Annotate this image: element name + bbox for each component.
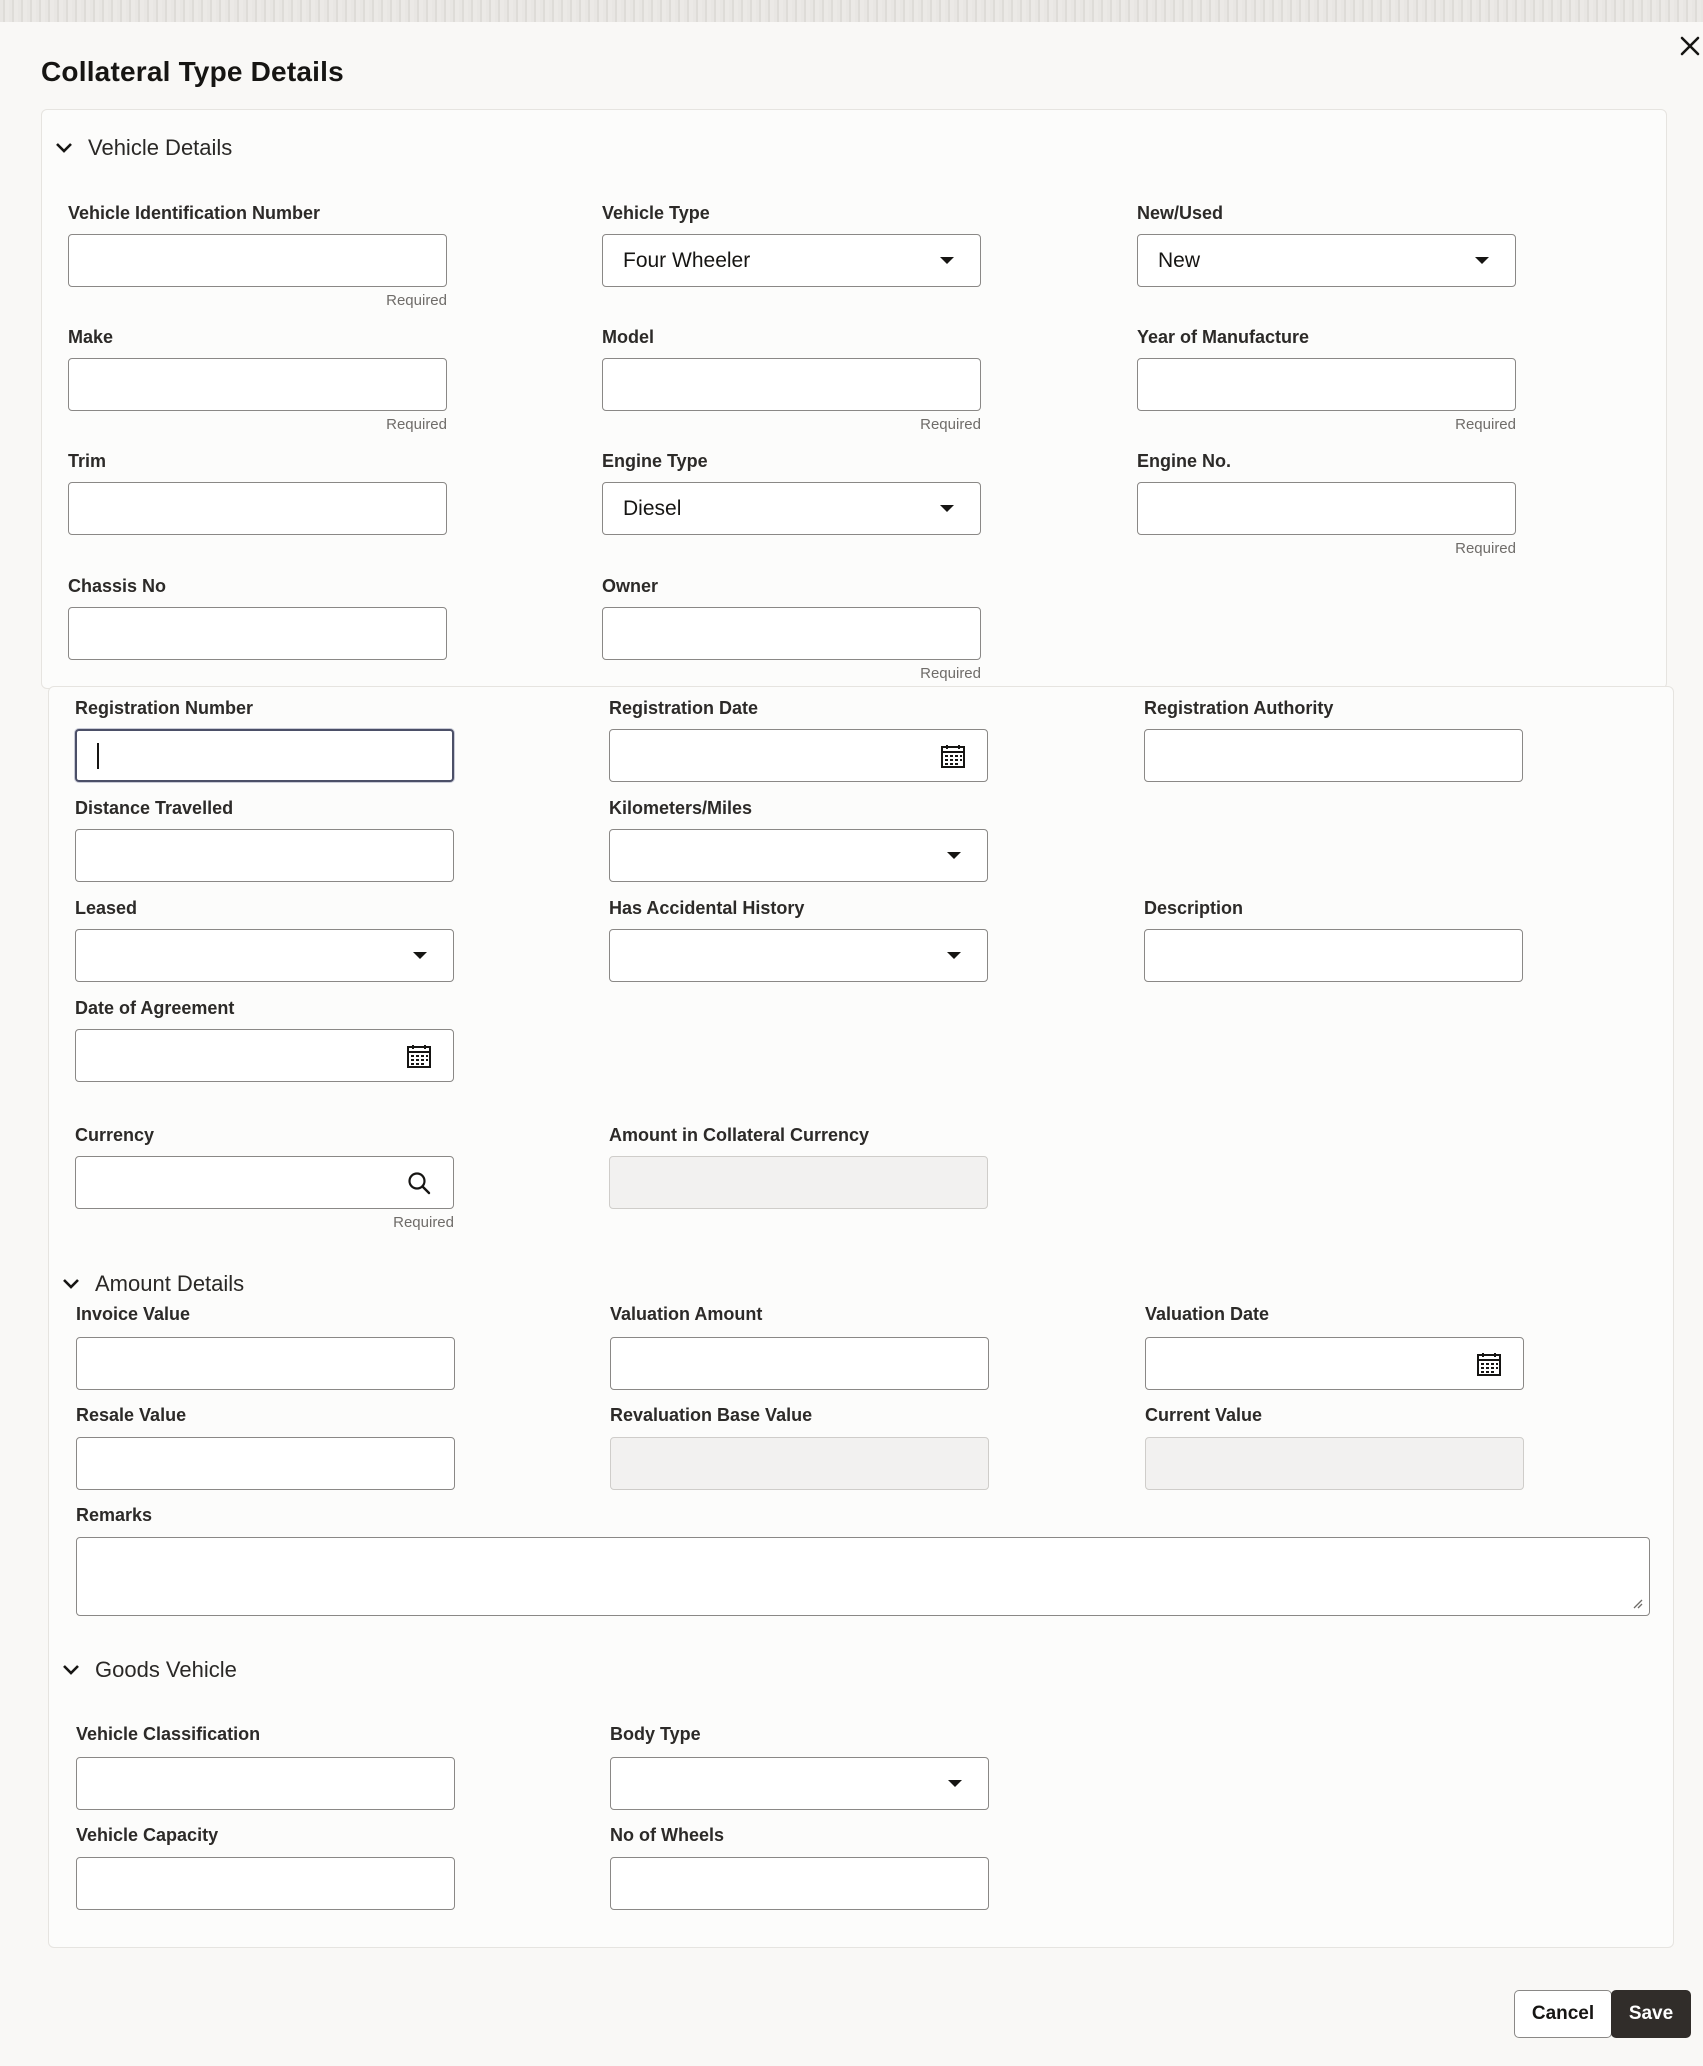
remarks-textarea[interactable]: [76, 1537, 1650, 1616]
vin-input[interactable]: [68, 234, 447, 287]
year-input[interactable]: [1137, 358, 1516, 411]
section-vehicle-details[interactable]: [54, 135, 232, 161]
engine-no-input[interactable]: [1137, 482, 1516, 535]
accident-label: Has Accidental History: [609, 898, 805, 918]
engine-type-label: Engine Type: [602, 451, 708, 471]
engine-type-select[interactable]: [602, 482, 981, 535]
reg-number-label: Registration Number: [75, 698, 254, 718]
search-icon[interactable]: [405, 1169, 433, 1197]
body-type-select[interactable]: [610, 1757, 989, 1810]
vehicle-capacity-label: Vehicle Capacity: [76, 1825, 219, 1845]
dropdown-caret-icon: [947, 952, 961, 959]
chassis-no-label: Chassis No: [68, 576, 167, 596]
trim-label: Trim: [68, 451, 107, 471]
dropdown-caret-icon: [948, 1780, 962, 1787]
section-amount-details[interactable]: [61, 1271, 244, 1297]
calendar-icon[interactable]: [1475, 1350, 1503, 1378]
leased-label: Leased: [75, 898, 138, 918]
text-cursor: [97, 743, 99, 769]
dialog-title: Collateral Type Details: [41, 56, 344, 87]
chevron-down-icon: [61, 1274, 81, 1294]
distance-label: Distance Travelled: [75, 798, 234, 818]
current-value-field: [1145, 1437, 1524, 1490]
trim-input[interactable]: [68, 482, 447, 535]
engine-type-value: Diesel: [623, 496, 682, 520]
amount-collateral-label: Amount in Collateral Currency: [609, 1125, 870, 1145]
vehicle-class-label: Vehicle Classification: [76, 1724, 261, 1744]
invoice-value-label: Invoice Value: [76, 1304, 191, 1324]
reg-number-input[interactable]: [75, 729, 454, 782]
vehicle-type-value: Four Wheeler: [623, 248, 751, 272]
dropdown-caret-icon: [940, 505, 954, 512]
required-hint: Required: [920, 416, 981, 433]
dropdown-caret-icon: [1475, 257, 1489, 264]
no-wheels-label: No of Wheels: [610, 1825, 725, 1845]
section-title: Vehicle Details: [88, 135, 233, 160]
section-goods-vehicle[interactable]: [61, 1657, 237, 1683]
accident-select[interactable]: [609, 929, 988, 982]
km-miles-label: Kilometers/Miles: [609, 798, 753, 818]
agreement-date-input[interactable]: [75, 1029, 454, 1082]
make-label: Make: [68, 327, 114, 347]
leased-select[interactable]: [75, 929, 454, 982]
calendar-icon[interactable]: [939, 742, 967, 770]
reval-base-label: Revaluation Base Value: [610, 1405, 813, 1425]
vehicle-class-input[interactable]: [76, 1757, 455, 1810]
valuation-amount-label: Valuation Amount: [610, 1304, 763, 1324]
required-hint: Required: [920, 665, 981, 682]
dropdown-caret-icon: [947, 852, 961, 859]
close-icon[interactable]: [1676, 32, 1703, 60]
currency-label: Currency: [75, 1125, 155, 1145]
resale-value-input[interactable]: [76, 1437, 455, 1490]
valuation-amount-input[interactable]: [610, 1337, 989, 1390]
dropdown-caret-icon: [413, 952, 427, 959]
reg-authority-label: Registration Authority: [1144, 698, 1334, 718]
resale-value-label: Resale Value: [76, 1405, 187, 1425]
vin-label: Vehicle Identification Number: [68, 203, 321, 223]
section-title: Amount Details: [95, 1271, 245, 1296]
required-hint: Required: [1455, 416, 1516, 433]
required-hint: Required: [393, 1214, 454, 1231]
resize-handle-icon[interactable]: [1631, 1597, 1643, 1609]
vehicle-type-select[interactable]: [602, 234, 981, 287]
new-used-select[interactable]: [1137, 234, 1516, 287]
invoice-value-input[interactable]: [76, 1337, 455, 1390]
km-miles-select[interactable]: [609, 829, 988, 882]
chevron-down-icon: [54, 138, 74, 158]
reg-authority-input[interactable]: [1144, 729, 1523, 782]
description-label: Description: [1144, 898, 1244, 918]
currency-input[interactable]: [75, 1156, 454, 1209]
reg-date-label: Registration Date: [609, 698, 759, 718]
description-input[interactable]: [1144, 929, 1523, 982]
required-hint: Required: [1455, 540, 1516, 557]
current-value-label: Current Value: [1145, 1405, 1263, 1425]
valuation-date-input[interactable]: [1145, 1337, 1524, 1390]
required-hint: Required: [386, 292, 447, 309]
owner-label: Owner: [602, 576, 659, 596]
new-used-value: New: [1158, 248, 1201, 272]
dropdown-caret-icon: [940, 257, 954, 264]
model-label: Model: [602, 327, 654, 347]
chevron-down-icon: [61, 1660, 81, 1680]
amount-collateral-field: [609, 1156, 988, 1209]
model-input[interactable]: [602, 358, 981, 411]
body-type-label: Body Type: [610, 1724, 701, 1744]
reval-base-field: [610, 1437, 989, 1490]
owner-input[interactable]: [602, 607, 981, 660]
make-input[interactable]: [68, 358, 447, 411]
remarks-label: Remarks: [76, 1505, 153, 1525]
year-label: Year of Manufacture: [1137, 327, 1310, 347]
distance-input[interactable]: [75, 829, 454, 882]
reg-date-input[interactable]: [609, 729, 988, 782]
vehicle-type-label: Vehicle Type: [602, 203, 710, 223]
agreement-date-label: Date of Agreement: [75, 998, 235, 1018]
required-hint: Required: [386, 416, 447, 433]
valuation-date-label: Valuation Date: [1145, 1304, 1270, 1324]
no-wheels-input[interactable]: [610, 1857, 989, 1910]
new-used-label: New/Used: [1137, 203, 1224, 223]
background-strip: [0, 0, 1703, 22]
chassis-no-input[interactable]: [68, 607, 447, 660]
section-title: Goods Vehicle: [95, 1657, 237, 1682]
save-button[interactable]: Save: [1611, 1990, 1691, 2038]
vehicle-capacity-input[interactable]: [76, 1857, 455, 1910]
calendar-icon[interactable]: [405, 1042, 433, 1070]
cancel-button[interactable]: Cancel: [1514, 1990, 1612, 2038]
engine-no-label: Engine No.: [1137, 451, 1231, 471]
